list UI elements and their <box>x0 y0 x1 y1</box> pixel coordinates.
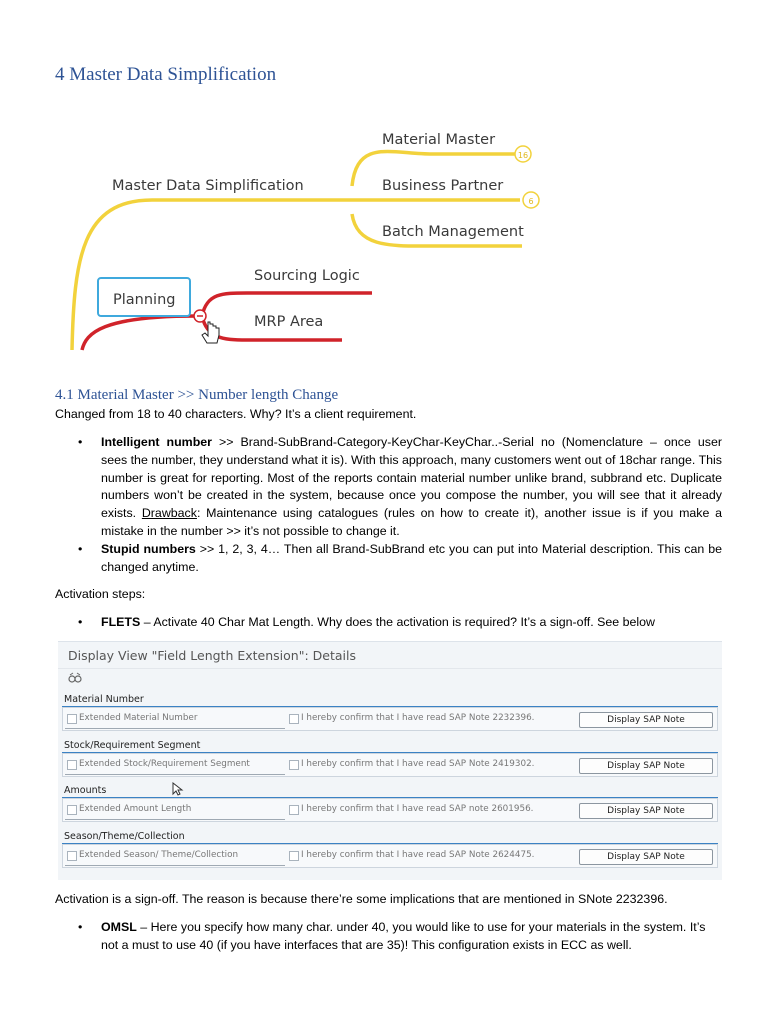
bullet-icon: • <box>78 615 83 629</box>
bullet-icon: • <box>78 435 83 449</box>
badge-6: 6 <box>528 197 534 206</box>
divider <box>58 668 722 669</box>
checkbox[interactable] <box>67 760 77 770</box>
confirm-label: I hereby confirm that I have read SAP note 2601956. <box>301 804 534 814</box>
bullet-bold: Stupid numbers <box>101 541 196 556</box>
group-material-number <box>62 694 718 734</box>
display-sap-note-button[interactable]: Display SAP Note <box>579 758 713 774</box>
section-heading: 4 Master Data Simplification <box>55 64 277 85</box>
bullet-text: : Maintenance using catalogues (rules on how to create it), another issue is if you make a mistake in the number >> it’s not possible to change it. <box>101 506 722 538</box>
bullet-underline: Drawback <box>141 506 197 521</box>
bullet-text: >> Brand-SubBrand-Category-KeyChar-KeyChar..-Serial no (Nomenclature – once user sees the number, they understand what it is). With this approach, many customers went out of 18char range. This number is great for reporting. Most of the reports contain material number unlike brand, subbrand etc. Duplicate numbers won’t be created in the system, because once you compose the number, you will see that it already exists. <box>101 435 722 521</box>
list-item <box>55 434 722 541</box>
checkbox-label: Extended Season/ Theme/Collection <box>79 850 239 860</box>
group-amounts <box>62 785 718 825</box>
omsl-list <box>55 919 722 955</box>
branch-business-partner: Business Partner <box>382 178 504 194</box>
group-stock-requirement <box>62 740 718 780</box>
sap-field-length-panel <box>58 641 722 880</box>
branch-material-master: Material Master <box>382 132 496 148</box>
display-sap-note-button[interactable]: Display SAP Note <box>579 803 713 819</box>
checkbox-label: Extended Amount Length <box>79 804 192 814</box>
bullet-bold: OMSL <box>101 920 137 934</box>
bullet-text: >> 1, 2, 3, 4… Then all Brand-SubBrand etc you can put into Material description. This can be changed anytime. <box>101 541 722 574</box>
mindmap-diagram <box>62 118 542 352</box>
confirm-label: I hereby confirm that I have read SAP Note 2232396. <box>301 713 535 723</box>
confirm-checkbox[interactable] <box>289 714 299 724</box>
group-season-theme-collection <box>62 831 718 871</box>
bullet-icon: • <box>78 920 83 934</box>
display-sap-note-button[interactable]: Display SAP Note <box>579 712 713 728</box>
confirm-label: I hereby confirm that I have read SAP Note 2624475. <box>301 850 535 860</box>
flets-list <box>55 614 722 632</box>
checkbox[interactable] <box>67 851 77 861</box>
display-sap-note-button[interactable]: Display SAP Note <box>579 849 713 865</box>
confirm-checkbox[interactable] <box>289 760 299 770</box>
activation-note: Activation is a sign-off. The reason is because there’re some implications that are mentioned in SNote 2232396. <box>55 892 668 906</box>
glasses-icon[interactable] <box>68 672 82 684</box>
branch-mrp-area: MRP Area <box>254 314 324 330</box>
bullet-bold: FLETS <box>101 615 141 629</box>
confirm-checkbox[interactable] <box>289 851 299 861</box>
bullet-bold: Intelligent number <box>101 435 212 449</box>
group-title: Stock/Requirement Segment <box>64 740 201 751</box>
bullet-text: – Activate 40 Char Mat Length. Why does the activation is required? It’s a sign-off. See below <box>140 615 655 629</box>
checkbox[interactable] <box>67 714 77 724</box>
branch-sourcing-logic: Sourcing Logic <box>254 268 360 284</box>
group-title: Season/Theme/Collection <box>64 831 185 842</box>
badge-16: 16 <box>517 151 529 160</box>
activation-label: Activation steps: <box>55 587 146 601</box>
bullet-text: – Here you specify how many char. under 40, you would like to use for your materials in the system. It’s not a must to use 40 (if you have interfaces that are 35)! This configuration exists in ECC as well. <box>101 920 706 952</box>
branch-batch-management: Batch Management <box>382 224 524 240</box>
checkbox-label: Extended Stock/Requirement Segment <box>79 759 250 769</box>
group-title: Material Number <box>64 694 144 705</box>
confirm-checkbox[interactable] <box>289 805 299 815</box>
number-type-list <box>55 434 722 576</box>
list-item <box>55 614 722 632</box>
list-item <box>55 541 722 577</box>
subsection-heading: 4.1 Material Master >> Number length Change <box>55 387 339 403</box>
list-item <box>55 919 722 955</box>
checkbox[interactable] <box>67 805 77 815</box>
checkbox-label: Extended Material Number <box>79 713 198 723</box>
intro-text: Changed from 18 to 40 characters. Why? It’s a client requirement. <box>55 407 417 421</box>
sap-panel-title: Display View "Field Length Extension": Details <box>68 648 356 663</box>
confirm-label: I hereby confirm that I have read SAP Note 2419302. <box>301 759 535 769</box>
mindmap-root-label: Master Data Simplification <box>112 178 304 194</box>
bullet-icon: • <box>78 541 83 556</box>
planning-label: Planning <box>113 292 176 308</box>
group-title: Amounts <box>64 785 107 796</box>
